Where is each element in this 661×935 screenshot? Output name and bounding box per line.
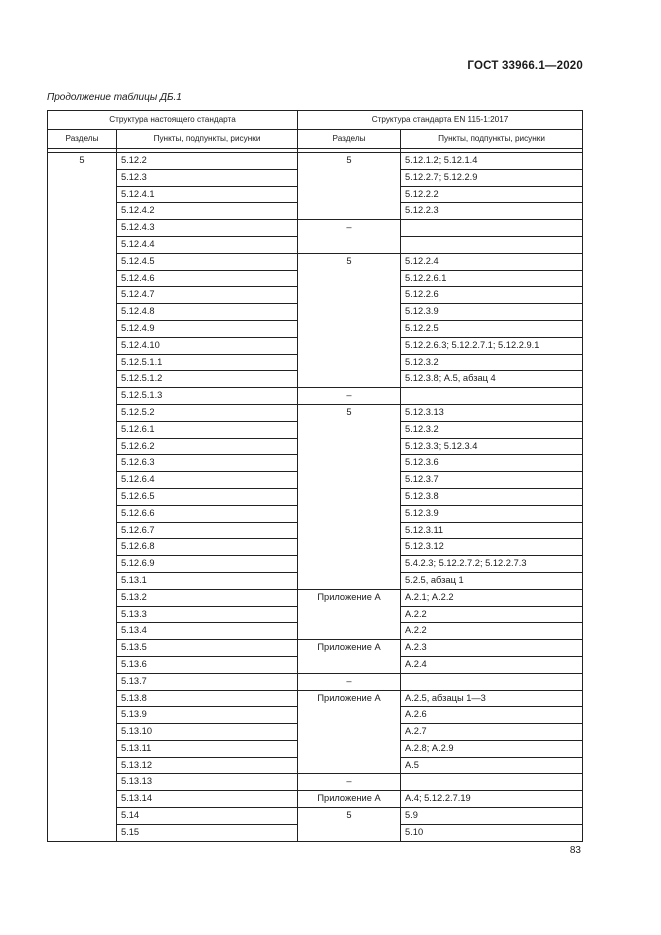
item-left-cell: 5.12.5.2: [117, 404, 298, 421]
item-left-cell: 5.12.6.4: [117, 472, 298, 489]
item-left-cell: 5.13.8: [117, 690, 298, 707]
item-right-cell: А.5: [401, 757, 583, 774]
item-left-cell: 5.15: [117, 824, 298, 841]
item-left-cell: 5.12.6.8: [117, 539, 298, 556]
item-left-cell: 5.12.4.6: [117, 270, 298, 287]
item-left-cell: 5.13.2: [117, 589, 298, 606]
item-right-cell: 5.12.3.11: [401, 522, 583, 539]
item-left-cell: 5.13.3: [117, 606, 298, 623]
item-left-cell: 5.12.6.6: [117, 505, 298, 522]
table-row: [48, 253, 583, 270]
section-right-cell: –: [298, 774, 401, 791]
section-right-cell: 5: [298, 404, 401, 589]
item-right-cell: 5.2.5, абзац 1: [401, 572, 583, 589]
section-right-cell: Приложение А: [298, 690, 401, 774]
section-left-cell: 5: [48, 153, 117, 842]
item-right-cell: А.2.6: [401, 707, 583, 724]
table-caption: Продолжение таблицы ДБ.1: [47, 92, 182, 103]
item-left-cell: 5.13.12: [117, 757, 298, 774]
item-right-cell: 5.12.2.6: [401, 287, 583, 304]
item-right-cell: А.2.4: [401, 656, 583, 673]
header-group-en-standard: Структура стандарта EN 115-1:2017: [298, 111, 583, 130]
item-right-cell: 5.12.2.6.3; 5.12.2.7.1; 5.12.2.9.1: [401, 337, 583, 354]
correspondence-table: [47, 110, 583, 842]
item-right-cell: А.2.3: [401, 640, 583, 657]
item-right-cell: [401, 774, 583, 791]
item-left-cell: 5.13.6: [117, 656, 298, 673]
item-right-cell: 5.12.2.7; 5.12.2.9: [401, 169, 583, 186]
item-left-cell: 5.12.4.1: [117, 186, 298, 203]
header-sections-left: Разделы: [48, 130, 117, 149]
item-left-cell: 5.12.6.5: [117, 488, 298, 505]
item-left-cell: 5.12.4.9: [117, 320, 298, 337]
section-right-cell: Приложение А: [298, 589, 401, 639]
item-right-cell: 5.12.2.2: [401, 186, 583, 203]
page-number: 83: [569, 845, 581, 856]
item-left-cell: 5.12.3: [117, 169, 298, 186]
item-left-cell: 5.14: [117, 808, 298, 825]
item-right-cell: 5.12.2.5: [401, 320, 583, 337]
item-left-cell: 5.12.4.5: [117, 253, 298, 270]
item-left-cell: 5.12.5.1.1: [117, 354, 298, 371]
item-left-cell: 5.13.4: [117, 623, 298, 640]
item-right-cell: А.2.2: [401, 606, 583, 623]
item-right-cell: 5.4.2.3; 5.12.2.7.2; 5.12.2.7.3: [401, 556, 583, 573]
item-left-cell: 5.13.14: [117, 791, 298, 808]
item-right-cell: [401, 236, 583, 253]
header-items-left: Пункты, подпункты, рисунки: [117, 130, 298, 149]
item-right-cell: 5.12.3.8; А.5, абзац 4: [401, 371, 583, 388]
header-items-right: Пункты, подпункты, рисунки: [401, 130, 583, 149]
item-right-cell: 5.12.3.9: [401, 304, 583, 321]
table-row: [48, 690, 583, 707]
item-right-cell: 5.12.3.2: [401, 354, 583, 371]
section-right-cell: –: [298, 673, 401, 690]
table-row: [48, 673, 583, 690]
table-row: [48, 808, 583, 825]
item-right-cell: 5.12.2.4: [401, 253, 583, 270]
item-left-cell: 5.12.2: [117, 153, 298, 170]
table-row: [48, 220, 583, 237]
item-right-cell: [401, 673, 583, 690]
section-right-cell: –: [298, 388, 401, 405]
item-right-cell: 5.12.3.8: [401, 488, 583, 505]
item-left-cell: 5.12.4.7: [117, 287, 298, 304]
item-left-cell: 5.12.6.7: [117, 522, 298, 539]
item-right-cell: 5.12.3.6: [401, 455, 583, 472]
item-left-cell: 5.13.9: [117, 707, 298, 724]
table-row: [48, 388, 583, 405]
item-right-cell: А.2.5, абзацы 1—3: [401, 690, 583, 707]
item-left-cell: 5.12.4.10: [117, 337, 298, 354]
section-right-cell: 5: [298, 153, 401, 220]
item-right-cell: 5.10: [401, 824, 583, 841]
item-right-cell: 5.12.2.3: [401, 203, 583, 220]
header-group-current-standard: Структура настоящего стандарта: [48, 111, 298, 130]
item-right-cell: 5.12.3.7: [401, 472, 583, 489]
item-right-cell: А.2.7: [401, 724, 583, 741]
item-right-cell: 5.12.3.9: [401, 505, 583, 522]
item-left-cell: 5.13.7: [117, 673, 298, 690]
item-right-cell: [401, 220, 583, 237]
table-row: [48, 404, 583, 421]
section-right-cell: –: [298, 220, 401, 254]
item-right-cell: А.4; 5.12.2.7.19: [401, 791, 583, 808]
item-right-cell: 5.12.3.2: [401, 421, 583, 438]
section-right-cell: Приложение А: [298, 791, 401, 808]
document-header: ГОСТ 33966.1—2020: [467, 60, 583, 72]
item-right-cell: А.2.1; А.2.2: [401, 589, 583, 606]
item-left-cell: 5.13.13: [117, 774, 298, 791]
table-body: [48, 153, 583, 842]
item-left-cell: 5.12.4.2: [117, 203, 298, 220]
item-left-cell: 5.12.5.1.2: [117, 371, 298, 388]
item-right-cell: 5.12.3.3; 5.12.3.4: [401, 438, 583, 455]
item-left-cell: 5.13.11: [117, 740, 298, 757]
item-left-cell: 5.12.4.8: [117, 304, 298, 321]
table-row: [48, 791, 583, 808]
item-left-cell: 5.12.6.2: [117, 438, 298, 455]
table-row: [48, 153, 583, 170]
item-right-cell: 5.12.3.12: [401, 539, 583, 556]
item-left-cell: 5.13.10: [117, 724, 298, 741]
item-left-cell: 5.12.4.4: [117, 236, 298, 253]
table-row: [48, 640, 583, 657]
table-row: [48, 589, 583, 606]
section-right-cell: 5: [298, 808, 401, 842]
item-left-cell: 5.12.6.1: [117, 421, 298, 438]
item-left-cell: 5.12.6.3: [117, 455, 298, 472]
item-left-cell: 5.13.1: [117, 572, 298, 589]
item-right-cell: 5.9: [401, 808, 583, 825]
section-right-cell: 5: [298, 253, 401, 387]
table-row: [48, 774, 583, 791]
item-left-cell: 5.13.5: [117, 640, 298, 657]
item-right-cell: 5.12.2.6.1: [401, 270, 583, 287]
item-right-cell: 5.12.3.13: [401, 404, 583, 421]
item-right-cell: А.2.2: [401, 623, 583, 640]
item-left-cell: 5.12.4.3: [117, 220, 298, 237]
item-right-cell: 5.12.1.2; 5.12.1.4: [401, 153, 583, 170]
item-right-cell: А.2.8; А.2.9: [401, 740, 583, 757]
item-left-cell: 5.12.6.9: [117, 556, 298, 573]
item-right-cell: [401, 388, 583, 405]
header-sections-right: Разделы: [298, 130, 401, 149]
item-left-cell: 5.12.5.1.3: [117, 388, 298, 405]
section-right-cell: Приложение А: [298, 640, 401, 674]
